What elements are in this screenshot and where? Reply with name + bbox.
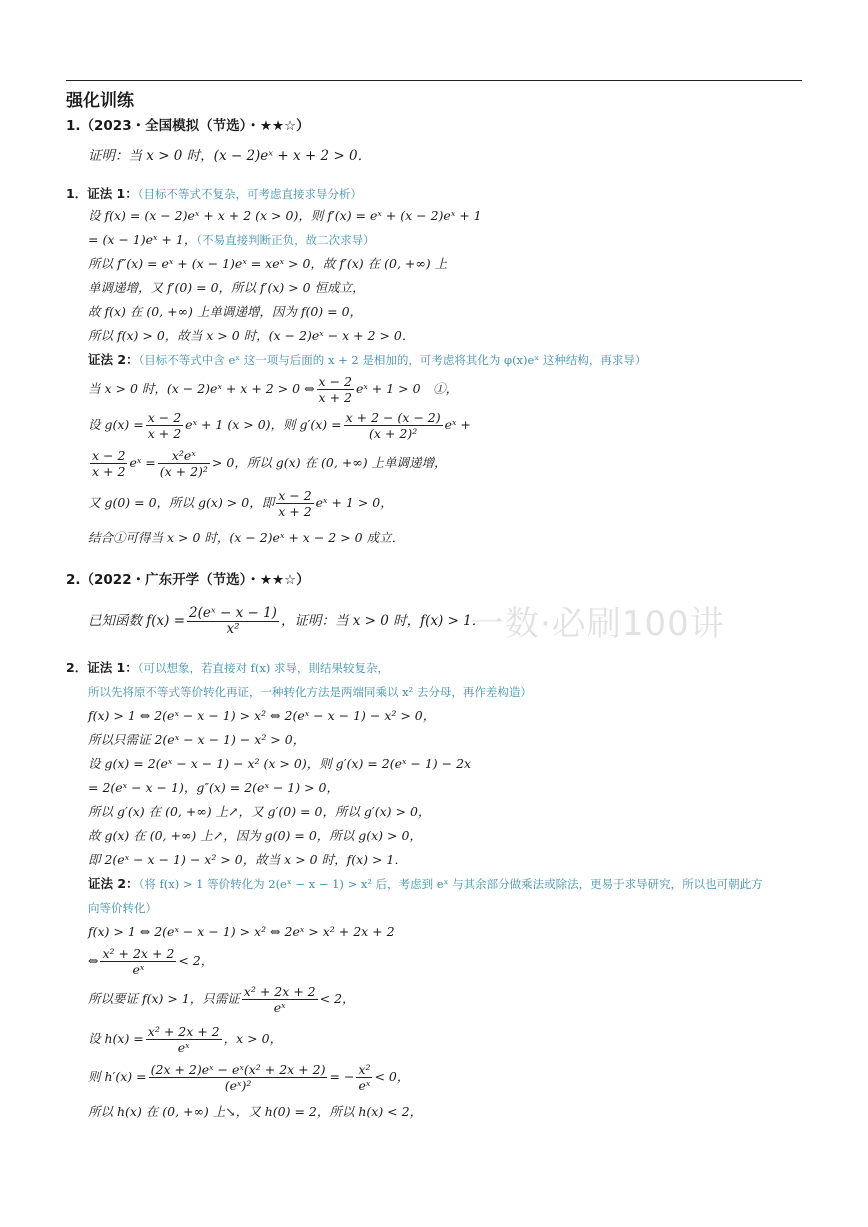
math-text: eˣ + 1 (x > 0)，则 g′(x) = — [185, 417, 342, 432]
solution-1-method-2 — [88, 352, 646, 368]
denominator: (eˣ)² — [224, 1078, 252, 1093]
method-note-cont: 所以先将原不等式等价转化再证，一种转化方法是两端同乘以 x² 去分母，再作差构造） — [88, 685, 532, 699]
denominator: x + 2 — [92, 464, 126, 479]
math-text: > 0，所以 g(x) 在 (0, +∞) 上单调递增， — [211, 455, 447, 470]
fraction — [276, 488, 313, 519]
fraction — [158, 448, 210, 479]
math-text: 已知函数 f(x) = — [88, 613, 186, 629]
denominator: eˣ — [273, 1000, 286, 1015]
solution-line — [88, 448, 447, 479]
solution-line: 所以只需证 2(eˣ − x − 1) − x² > 0， — [88, 732, 306, 747]
solution-line: 所以 f(x) > 0，故当 x > 0 时，(x − 2)eˣ − x + 2 > 0． — [88, 328, 415, 343]
math-text: ，x > 0， — [223, 1031, 283, 1046]
method-label: 2．证法 1： — [66, 660, 138, 675]
solution-line: 单调递增，又 f′(0) = 0，所以 f′(x) > 0 恒成立， — [88, 280, 365, 295]
fraction — [146, 1024, 222, 1055]
solution-line: 故 f(x) 在 (0, +∞) 上单调递增，因为 f(0) = 0， — [88, 304, 363, 319]
math-text: 当 x > 0 时，(x − 2)eˣ + x + 2 > 0 ⇔ — [88, 381, 315, 396]
math-text: 又 g(0) = 0，所以 g(x) > 0，即 — [88, 495, 275, 510]
math-text: < 2， — [178, 953, 214, 968]
solution-line — [88, 488, 393, 519]
denominator: (x + 2)² — [369, 426, 418, 441]
watermark: 一数·必刷100讲 — [470, 604, 725, 644]
solution-line — [88, 374, 458, 405]
solution-line: f(x) > 1 ⇔ 2(eˣ − x − 1) > x² ⇔ 2(eˣ − x − 1) − x² > 0， — [88, 708, 436, 723]
math-text: 所以要证 f(x) > 1，只需证 — [88, 991, 240, 1006]
method-label: 证法 2： — [88, 352, 139, 367]
math-text: ⇔ — [88, 953, 99, 968]
denominator: eˣ — [177, 1040, 190, 1055]
solution-line: 即 2(eˣ − x − 1) − x² > 0，故当 x > 0 时，f(x) > 1． — [88, 852, 407, 867]
solution-2-method-1 — [66, 660, 389, 676]
solution-line — [88, 232, 375, 248]
solution-line: 结合①可得当 x > 0 时，(x − 2)eˣ + x − 2 > 0 成立． — [88, 530, 405, 545]
fraction — [187, 606, 279, 637]
fraction — [149, 1062, 328, 1093]
solution-line — [88, 946, 213, 977]
fraction — [242, 984, 318, 1015]
fraction — [317, 374, 354, 405]
denominator: x + 2 — [147, 426, 182, 441]
fraction — [344, 410, 443, 441]
math-text: < 0， — [374, 1069, 410, 1084]
numerator: x − 2 — [147, 410, 182, 425]
method-note: （目标不等式不复杂，可考虑直接求导分析） — [137, 187, 362, 201]
numerator: x + 2 − (x − 2) — [345, 410, 441, 425]
solution-line — [88, 1024, 282, 1055]
denominator: eˣ — [132, 962, 145, 977]
solution-line: f(x) > 1 ⇔ 2(eˣ − x − 1) > x² ⇔ 2eˣ > x² + 2x + 2 — [88, 924, 395, 939]
numerator: x² + 2x + 2 — [102, 946, 175, 961]
problem-2-statement — [88, 606, 485, 637]
problem-1-statement: 证明：当 x > 0 时，(x − 2)eˣ + x + 2 > 0． — [88, 148, 372, 164]
numerator: x² — [358, 1062, 371, 1077]
solution-line: 设 f(x) = (x − 2)eˣ + x + 2 (x > 0)，则 f′(x) = eˣ + (x − 2)eˣ + 1 — [88, 208, 482, 223]
solution-1-method-1 — [66, 186, 362, 202]
math-text: 设 h(x) = — [88, 1031, 144, 1046]
math-text: = − — [329, 1069, 355, 1084]
denominator: x + 2 — [278, 504, 312, 519]
math-text: = (x − 1)eˣ + 1， — [88, 232, 197, 247]
problem-2-header: 2.（2022・广东开学（节选）・★★☆） — [66, 572, 310, 588]
math-text: eˣ + 1 > 0 ①， — [355, 381, 459, 396]
solution-line — [88, 1062, 409, 1093]
numerator: (2x + 2)eˣ − eˣ(x² + 2x + 2) — [150, 1062, 326, 1077]
denominator: x + 2 — [318, 390, 352, 405]
math-text: < 2， — [319, 991, 355, 1006]
math-text: eˣ + 1 > 0， — [315, 495, 393, 510]
math-text: ，证明：当 x > 0 时，f(x) > 1． — [280, 613, 486, 629]
solution-line: = 2(eˣ − x − 1)，g″(x) = 2(eˣ − 1) > 0， — [88, 780, 340, 795]
solution-line: 设 g(x) = 2(eˣ − x − 1) − x² (x > 0)，则 g′(x) = 2(eˣ − 1) − 2x — [88, 756, 472, 771]
denominator: eˣ — [358, 1078, 371, 1093]
numerator: 2(eˣ − x − 1) — [189, 605, 277, 621]
math-text: eˣ + — [444, 417, 471, 432]
fraction — [356, 1062, 372, 1093]
numerator: x² + 2x + 2 — [243, 984, 316, 999]
math-text: eˣ = — [129, 455, 156, 470]
math-text: 则 h′(x) = — [88, 1069, 147, 1084]
method-note: （将 f(x) > 1 等价转化为 2(eˣ − x − 1) > x² 后，考虑到 eˣ 与其余部分做乘法或除法，更易于求导研究，所以也可朝此方 — [138, 877, 763, 891]
method-note: （可以想象，若直接对 f(x) 求导，則结果较复杂， — [137, 661, 390, 675]
fraction — [146, 410, 183, 441]
numerator: x²eˣ — [158, 448, 210, 464]
numerator: x − 2 — [318, 374, 352, 389]
top-rule — [66, 80, 802, 81]
method-label: 1．证法 1： — [66, 186, 138, 201]
method-label: 证法 2： — [88, 876, 139, 891]
numerator: x² + 2x + 2 — [147, 1024, 220, 1039]
numerator: x − 2 — [278, 488, 312, 503]
denominator: x² — [226, 621, 240, 637]
solution-line: 所以 g′(x) 在 (0, +∞) 上↗，又 g′(0) = 0，所以 g′(x) > 0， — [88, 804, 431, 819]
method-note-cont: 向等价转化） — [88, 901, 157, 915]
solution-line — [88, 410, 471, 441]
method-note: （目标不等式中含 eˣ 这一项与后面的 x + 2 是相加的，可考虑将其化为 φ(x)eˣ 这种结构，再求导） — [138, 353, 647, 367]
solution-2-method-2 — [88, 876, 763, 892]
solution-line: 故 g(x) 在 (0, +∞) 上↗，因为 g(0) = 0，所以 g(x) > 0， — [88, 828, 422, 843]
fraction — [100, 946, 176, 977]
section-heading: 强化训练 — [66, 91, 134, 111]
problem-1-header: 1.（2023・全国模拟（节选）・★★☆） — [66, 118, 310, 134]
numerator: x − 2 — [92, 448, 126, 463]
math-text: 设 g(x) = — [88, 417, 144, 432]
solution-line: 所以 h(x) 在 (0, +∞) 上↘，又 h(0) = 2，所以 h(x) < 2， — [88, 1104, 423, 1119]
solution-line: 所以 f″(x) = eˣ + (x − 1)eˣ = xeˣ > 0，故 f′(x) 在 (0, +∞) 上 — [88, 256, 448, 271]
inline-note: （不易直接判断正负，故二次求导） — [196, 233, 375, 247]
fraction — [90, 448, 127, 479]
solution-line — [88, 984, 355, 1015]
denominator: (x + 2)² — [159, 464, 208, 479]
